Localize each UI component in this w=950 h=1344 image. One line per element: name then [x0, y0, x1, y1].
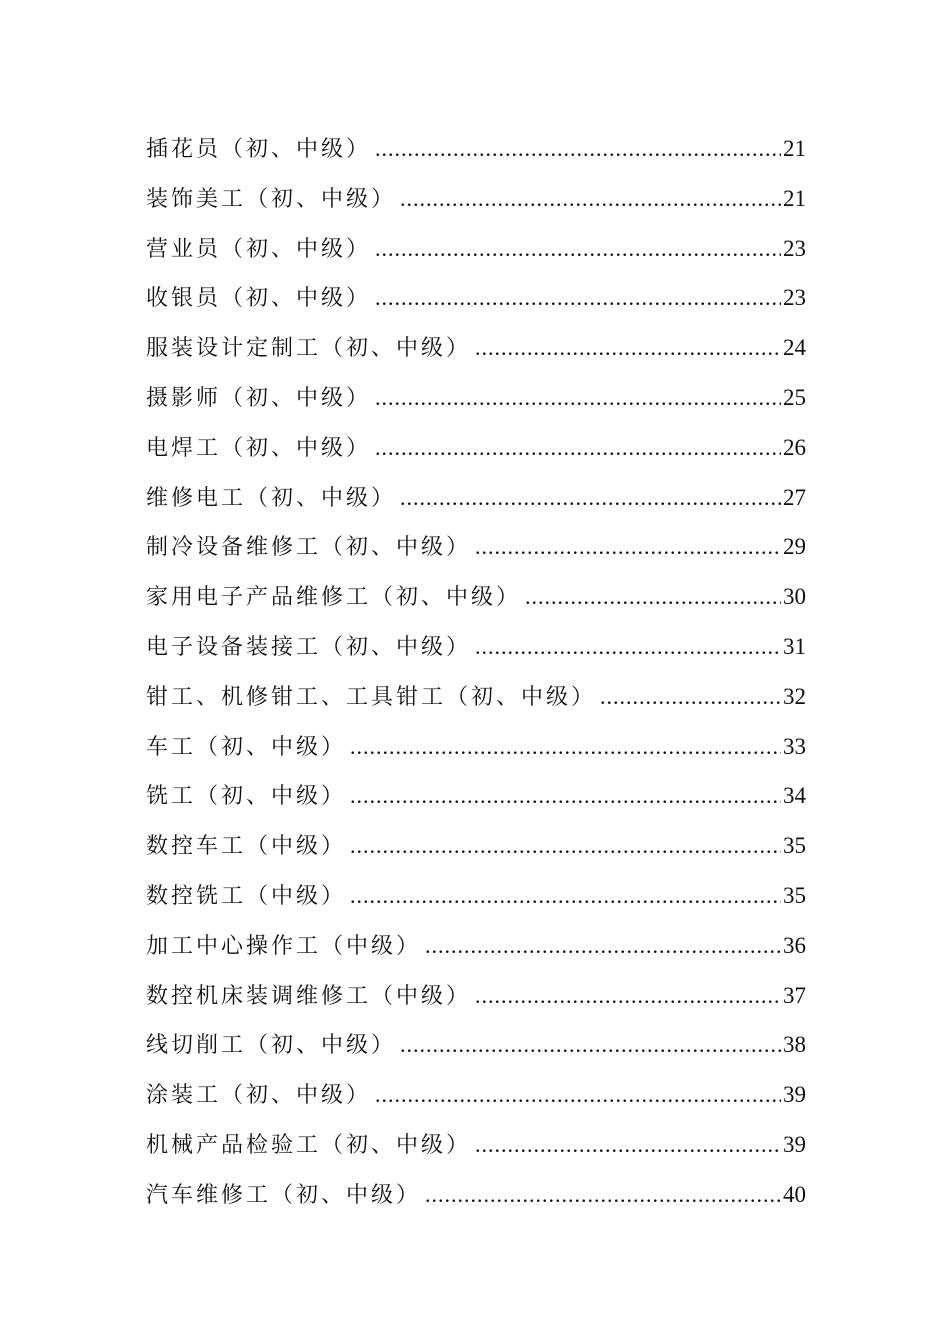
- toc-entry-title: 加工中心操作工（中级）: [146, 933, 422, 959]
- toc-entry-title: 收银员（初、中级）: [146, 286, 372, 312]
- toc-entry-page: 24: [783, 335, 806, 361]
- toc-entry[interactable]: [146, 1170, 806, 1220]
- toc-entry[interactable]: [146, 174, 806, 224]
- table-of-contents: [146, 124, 806, 1220]
- toc-entry[interactable]: [146, 672, 806, 722]
- toc-entry-page: 35: [783, 882, 806, 908]
- toc-dot-leader: [600, 672, 781, 722]
- toc-entry-title: 电子设备装接工（初、中级）: [146, 634, 472, 660]
- toc-dot-leader: [475, 323, 781, 373]
- toc-entry-title: 营业员（初、中级）: [146, 236, 372, 262]
- toc-entry-page: 21: [783, 136, 806, 161]
- toc-entry-page: 38: [783, 1032, 806, 1058]
- toc-dot-leader: [350, 771, 781, 821]
- toc-dot-leader: [375, 423, 781, 473]
- toc-dot-leader: [400, 174, 781, 224]
- toc-entry-page: 33: [783, 733, 806, 759]
- toc-dot-leader: [375, 273, 781, 323]
- toc-dot-leader: [350, 871, 781, 921]
- toc-entry-title: 涂装工（初、中级）: [146, 1083, 372, 1109]
- toc-entry-title: 摄影师（初、中级）: [146, 385, 372, 411]
- toc-dot-leader: [375, 224, 781, 274]
- toc-entry-title: 数控铣工（中级）: [146, 883, 347, 909]
- toc-entry-page: 37: [783, 982, 806, 1008]
- toc-entry-page: 36: [783, 932, 806, 958]
- toc-dot-leader: [475, 971, 781, 1021]
- toc-entry[interactable]: [146, 722, 806, 772]
- toc-dot-leader: [400, 473, 781, 523]
- toc-dot-leader: [425, 1170, 781, 1220]
- toc-entry[interactable]: [146, 1070, 806, 1120]
- toc-entry-page: 21: [783, 185, 806, 211]
- toc-entry-page: 39: [783, 1131, 806, 1157]
- toc-dot-leader: [475, 522, 781, 572]
- toc-entry[interactable]: [146, 971, 806, 1021]
- toc-dot-leader: [375, 124, 781, 174]
- toc-entry[interactable]: [146, 771, 806, 821]
- toc-entry-title: 装饰美工（初、中级）: [146, 186, 397, 212]
- toc-entry-page: 29: [783, 534, 806, 560]
- toc-entry-page: 23: [783, 235, 806, 261]
- toc-entry-title: 钳工、机修钳工、工具钳工（初、中级）: [146, 684, 597, 710]
- toc-entry[interactable]: [146, 871, 806, 921]
- toc-entry[interactable]: [146, 572, 806, 622]
- toc-entry[interactable]: [146, 323, 806, 373]
- toc-dot-leader: [475, 1120, 781, 1170]
- toc-entry-title: 数控车工（中级）: [146, 834, 347, 860]
- toc-entry[interactable]: [146, 622, 806, 672]
- toc-entry-title: 线切削工（初、中级）: [146, 1033, 397, 1059]
- toc-entry-title: 制冷设备维修工（初、中级）: [146, 535, 472, 561]
- toc-dot-leader: [425, 921, 781, 971]
- toc-dot-leader: [375, 1070, 781, 1120]
- toc-entry-page: 30: [783, 584, 806, 610]
- toc-dot-leader: [400, 1020, 781, 1070]
- toc-entry-page: 23: [783, 285, 806, 311]
- toc-entry-title: 汽车维修工（初、中级）: [146, 1182, 422, 1208]
- toc-dot-leader: [375, 373, 781, 423]
- toc-entry-page: 34: [783, 783, 806, 809]
- toc-entry[interactable]: [146, 821, 806, 871]
- toc-dot-leader: [525, 572, 781, 622]
- toc-entry[interactable]: [146, 921, 806, 971]
- toc-entry-page: 26: [783, 434, 806, 460]
- toc-dot-leader: [475, 622, 781, 672]
- toc-entry-title: 维修电工（初、中级）: [146, 485, 397, 511]
- toc-entry[interactable]: [146, 473, 806, 523]
- toc-entry-title: 机械产品检验工（初、中级）: [146, 1132, 472, 1158]
- toc-entry[interactable]: [146, 1120, 806, 1170]
- toc-entry[interactable]: [146, 522, 806, 572]
- toc-entry[interactable]: [146, 1020, 806, 1070]
- toc-entry-page: 35: [783, 833, 806, 859]
- toc-entry-page: 27: [783, 484, 806, 510]
- toc-entry-title: 服装设计定制工（初、中级）: [146, 336, 472, 362]
- toc-entry-title: 家用电子产品维修工（初、中级）: [146, 585, 522, 611]
- toc-entry-title: 车工（初、中级）: [146, 734, 347, 760]
- toc-entry-title: 插花员（初、中级）: [146, 137, 372, 162]
- toc-dot-leader: [350, 821, 781, 871]
- toc-entry-title: 铣工（初、中级）: [146, 784, 347, 810]
- toc-entry-page: 40: [783, 1181, 806, 1207]
- toc-entry-page: 31: [783, 633, 806, 659]
- toc-entry[interactable]: [146, 273, 806, 323]
- toc-dot-leader: [350, 722, 781, 772]
- toc-entry-title: 电焊工（初、中级）: [146, 435, 372, 461]
- toc-entry-page: 25: [783, 384, 806, 410]
- toc-entry-page: 39: [783, 1082, 806, 1108]
- toc-entry[interactable]: [146, 423, 806, 473]
- toc-entry[interactable]: [146, 224, 806, 274]
- toc-entry[interactable]: [146, 124, 806, 174]
- toc-entry[interactable]: [146, 373, 806, 423]
- toc-entry-title: 数控机床装调维修工（中级）: [146, 983, 472, 1009]
- toc-entry-page: 32: [783, 683, 806, 709]
